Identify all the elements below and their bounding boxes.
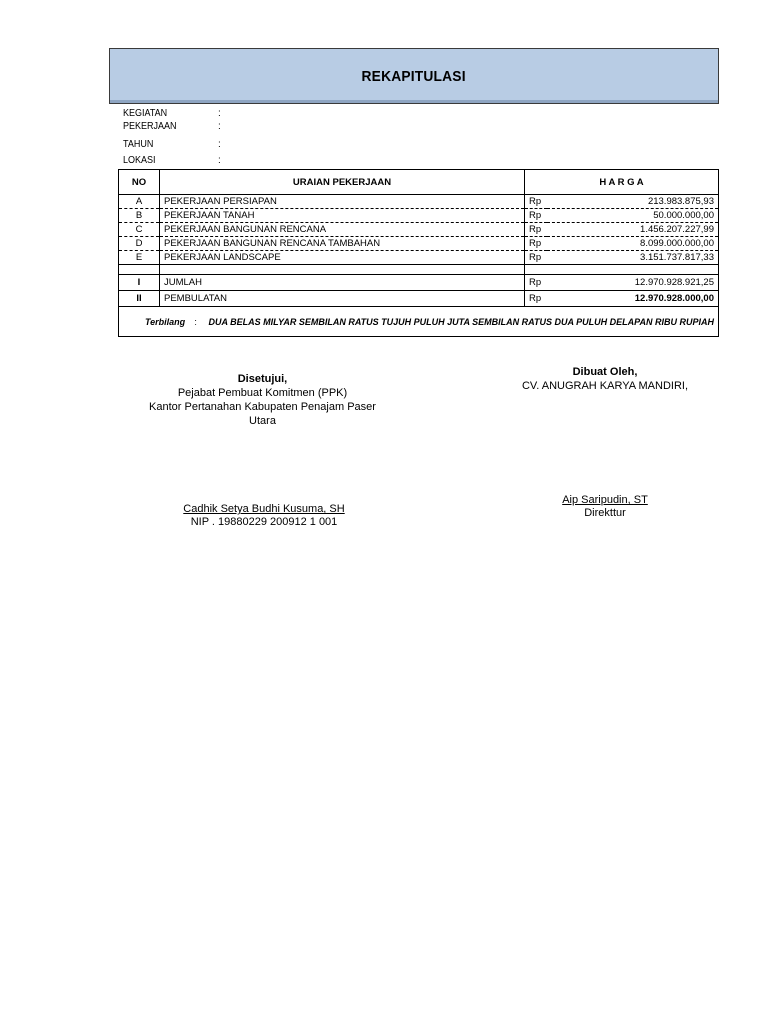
row-currency: Rp xyxy=(525,237,547,251)
header-uraian: URAIAN PEKERJAAN xyxy=(160,170,525,195)
approver-nip: NIP . 19880229 200912 1 001 xyxy=(190,516,338,528)
page-title: REKAPITULASI xyxy=(361,67,467,85)
spacer-cell xyxy=(119,265,160,275)
row-value: 1.456.207.227,99 xyxy=(547,223,719,237)
meta-row-lokasi xyxy=(123,153,228,169)
row-uraian: PEKERJAAN TANAH xyxy=(160,209,525,223)
jumlah-currency: Rp xyxy=(525,275,547,291)
table-row xyxy=(119,195,719,209)
header-no: NO xyxy=(119,170,160,195)
spacer-row xyxy=(119,265,719,275)
meta-colon: : xyxy=(218,155,221,166)
table-header-row xyxy=(119,170,719,195)
spacer-cell xyxy=(160,265,525,275)
author-heading: Dibuat Oleh, xyxy=(572,366,638,378)
terbilang-row xyxy=(119,307,719,337)
row-currency: Rp xyxy=(525,223,547,237)
row-uraian: PEKERJAAN PERSIAPAN xyxy=(160,195,525,209)
meta-label: PEKERJAAN xyxy=(123,121,177,132)
pembulatan-currency: Rp xyxy=(525,291,547,307)
recap-table xyxy=(118,169,719,337)
row-no: E xyxy=(119,251,160,265)
row-no: B xyxy=(119,209,160,223)
approval-block xyxy=(140,372,385,428)
row-no: C xyxy=(119,223,160,237)
pembulatan-value: 12.970.928.000,00 xyxy=(547,291,719,307)
jumlah-value: 12.970.928.921,25 xyxy=(547,275,719,291)
table-row xyxy=(119,251,719,265)
jumlah-label: JUMLAH xyxy=(160,275,525,291)
row-no: D xyxy=(119,237,160,251)
row-currency: Rp xyxy=(525,195,547,209)
terbilang-text: DUA BELAS MILYAR SEMBILAN RATUS TUJUH PULUH JUTA SEMBILAN RATUS DUA PULUH DELAPAN RIBU RUPIAH xyxy=(208,316,714,327)
jumlah-no: I xyxy=(119,275,160,291)
row-uraian: PEKERJAAN BANGUNAN RENCANA xyxy=(160,223,525,237)
table-row xyxy=(119,237,719,251)
row-value: 8.099.000.000,00 xyxy=(547,237,719,251)
table-row xyxy=(119,209,719,223)
row-no: A xyxy=(119,195,160,209)
spacer-cell xyxy=(525,265,547,275)
approval-heading: Disetujui, xyxy=(237,373,288,385)
approver-signature xyxy=(150,503,378,529)
author-name: Aip Saripudin, ST xyxy=(562,494,648,506)
spacer-cell xyxy=(547,265,719,275)
author-position: Direkttur xyxy=(584,507,626,519)
author-signature xyxy=(530,494,680,520)
jumlah-row xyxy=(119,275,719,291)
row-uraian: PEKERJAAN LANDSCAPE xyxy=(160,251,525,265)
terbilang-colon: : xyxy=(194,316,197,327)
pembulatan-row xyxy=(119,291,719,307)
meta-row-tahun xyxy=(123,137,228,153)
pembulatan-no: II xyxy=(119,291,160,307)
pembulatan-label: PEMBULATAN xyxy=(160,291,525,307)
meta-label: TAHUN xyxy=(123,139,154,150)
terbilang-label: Terbilang xyxy=(145,316,186,327)
meta-colon: : xyxy=(218,121,221,132)
row-value: 213.983.875,93 xyxy=(547,195,719,209)
table-row xyxy=(119,223,719,237)
terbilang-cell xyxy=(119,307,719,337)
row-currency: Rp xyxy=(525,251,547,265)
approval-role: Pejabat Pembuat Komitmen (PPK) xyxy=(177,387,348,399)
meta-colon: : xyxy=(218,108,221,119)
meta-label: LOKASI xyxy=(123,155,156,166)
meta-row-pekerjaan xyxy=(123,119,228,135)
meta-label: KEGIATAN xyxy=(123,108,168,119)
meta-colon: : xyxy=(218,139,221,150)
row-value: 50.000.000,00 xyxy=(547,209,719,223)
row-value: 3.151.737.817,33 xyxy=(547,251,719,265)
author-block xyxy=(520,365,690,393)
approval-office: Kantor Pertanahan Kabupaten Penajam Paser Utara xyxy=(149,401,376,427)
row-currency: Rp xyxy=(525,209,547,223)
title-banner xyxy=(109,48,719,104)
author-company: CV. ANUGRAH KARYA MANDIRI, xyxy=(521,380,689,392)
approver-name: Cadhik Setya Budhi Kusuma, SH xyxy=(183,503,345,515)
meta-block xyxy=(123,106,228,169)
row-uraian: PEKERJAAN BANGUNAN RENCANA TAMBAHAN xyxy=(160,237,525,251)
header-harga: H A R G A xyxy=(525,170,719,195)
